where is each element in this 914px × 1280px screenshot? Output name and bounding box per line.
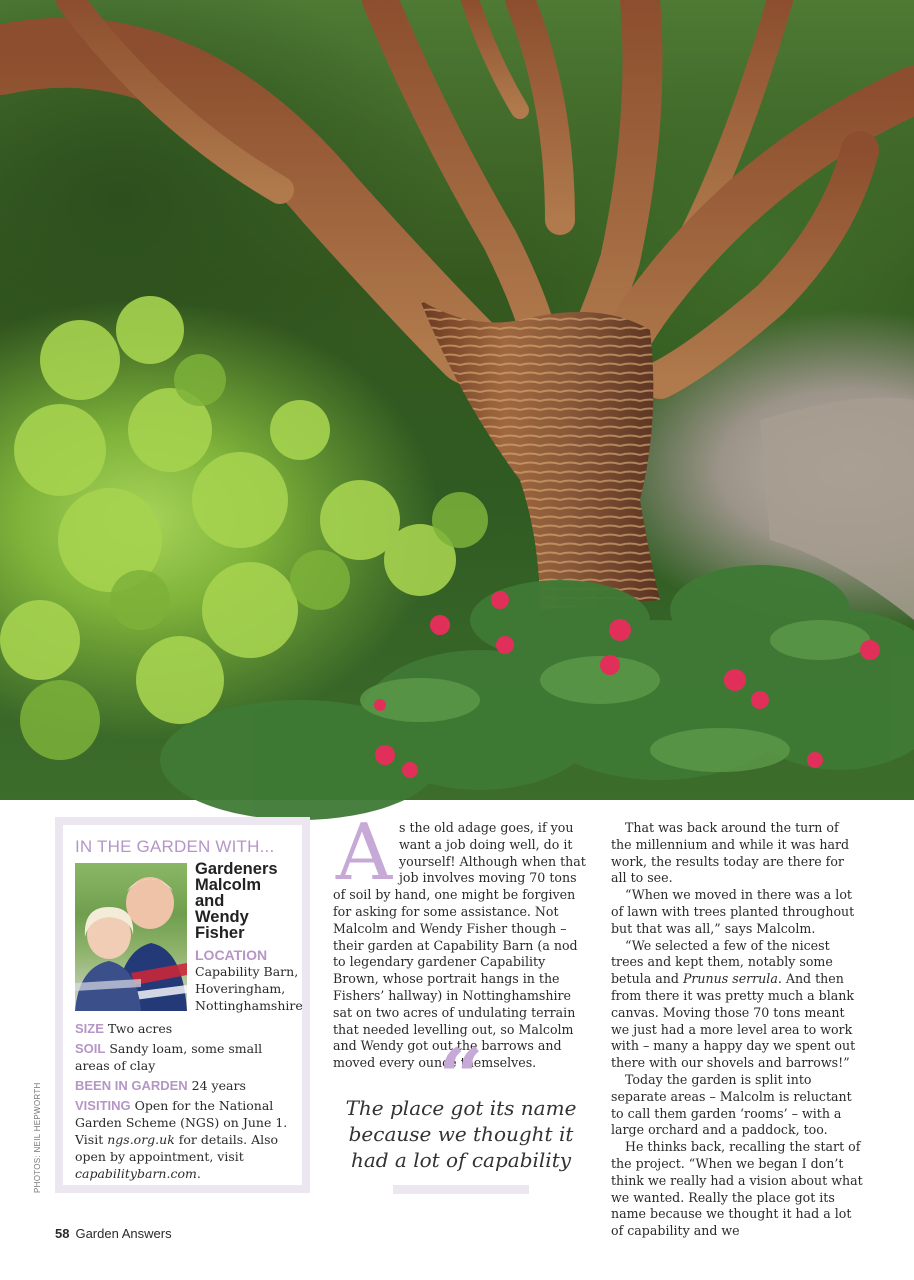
ngs-link[interactable]: ngs.org.uk [107, 1132, 175, 1147]
name-line: and [195, 892, 225, 910]
paragraph: That was back around the turn of the millennium and while it was hard work, the results today are there for all to see. [611, 820, 850, 886]
fact-box-name-block [195, 860, 303, 1014]
name-line: Malcolm [195, 876, 262, 894]
size-label: SIZE [75, 1021, 104, 1036]
portrait-illustration [75, 863, 187, 1011]
location-line: Capability Barn, [195, 964, 299, 979]
visiting-text: for details. Also open by appointment, visit [75, 1132, 279, 1164]
fact-box-header [75, 860, 303, 1014]
soil-label: SOIL [75, 1041, 106, 1056]
fact-box-title: IN THE GARDEN WITH... [75, 837, 275, 856]
portrait-photo [75, 863, 187, 1011]
paragraph: Today the garden is split into separate areas – Malcolm is reluctant to call them garden ‘rooms’ – with a large orchard and a paddock, too. [611, 1071, 852, 1138]
paragraph: He thinks back, recalling the start of the project. “When we began I don’t think we really had a vision about what we wanted. Really the place got its name because we thought it had a lot of capability and we [611, 1139, 863, 1239]
page-footer [55, 1226, 172, 1241]
drop-cap: A [335, 808, 393, 898]
location-label: LOCATION [195, 947, 268, 963]
pull-quote-text: The place got its name because we thought it had a lot of capability [345, 1096, 577, 1172]
been-in-garden-row [75, 1077, 292, 1094]
paragraph: “When we moved in there was a lot of lawn with trees planted throughout but that was all,” says Malcolm. [611, 887, 855, 936]
capabilitybarn-link[interactable]: capabilitybarn.com [75, 1166, 197, 1181]
photo-credit: PHOTOS: NEIL HEPWORTH [33, 1082, 42, 1193]
paragraph [611, 938, 863, 1072]
visiting-text: Open for the National Garden Scheme (NGS) on June 1. Visit [75, 1098, 288, 1147]
page-number: 58 [55, 1226, 70, 1241]
pull-quote-bar [393, 1185, 529, 1194]
fact-box [55, 817, 310, 1193]
intro-paragraph: s the old adage goes, if you want a job doing well, do it yourself! Although when that job involves moving 70 tons of soil by hand, one might be forgiven for asking for some assistance. Not Malcolm and Wendy Fisher though – their garden at Capability Barn (a nod to legendary gardener Capability Brown, whose portrait hangs in the Fishers’ hallway) in Nottinghamshire sat on two acres of undulating terrain that needed levelling out, so Malcolm and Wendy got out the barrows and moved every ounce themselves. [333, 820, 586, 1071]
size-row [75, 1020, 292, 1037]
fact-box-inner [63, 825, 302, 1185]
plant-name: Prunus serrula [682, 971, 778, 987]
been-in-garden-value: 24 years [191, 1078, 246, 1093]
article-column-2 [611, 820, 863, 1240]
paragraph-text: “We selected a few of the nicest trees and kept them, notably some betula and [611, 937, 833, 987]
paragraph-text: . And then from there it was pretty much a blank canvas. Moving those 70 tons meant we just had a more level area to work with – many a happy day we spent out there with our shovels and barrows!” [611, 971, 856, 1071]
visiting-label: VISITING [75, 1098, 131, 1113]
visiting-row [75, 1097, 292, 1182]
name-line: Wendy [195, 908, 249, 926]
gardener-names [195, 861, 303, 941]
pull-quote [333, 1032, 589, 1194]
visiting-end: . [196, 1166, 201, 1181]
been-in-garden-label: BEEN IN GARDEN [75, 1078, 188, 1093]
location-line: Hoveringham, [195, 981, 286, 996]
name-line: Fisher [195, 924, 245, 942]
name-line: Gardeners [195, 860, 278, 878]
soil-row [75, 1040, 292, 1074]
location-line: Nottinghamshire [195, 998, 303, 1013]
soil-value: Sandy loam, some small areas of clay [75, 1041, 263, 1073]
quote-mark-icon: “ [438, 1032, 484, 1123]
location-value [195, 963, 303, 1014]
magazine-name: Garden Answers [75, 1226, 172, 1241]
size-value: Two acres [107, 1021, 173, 1036]
